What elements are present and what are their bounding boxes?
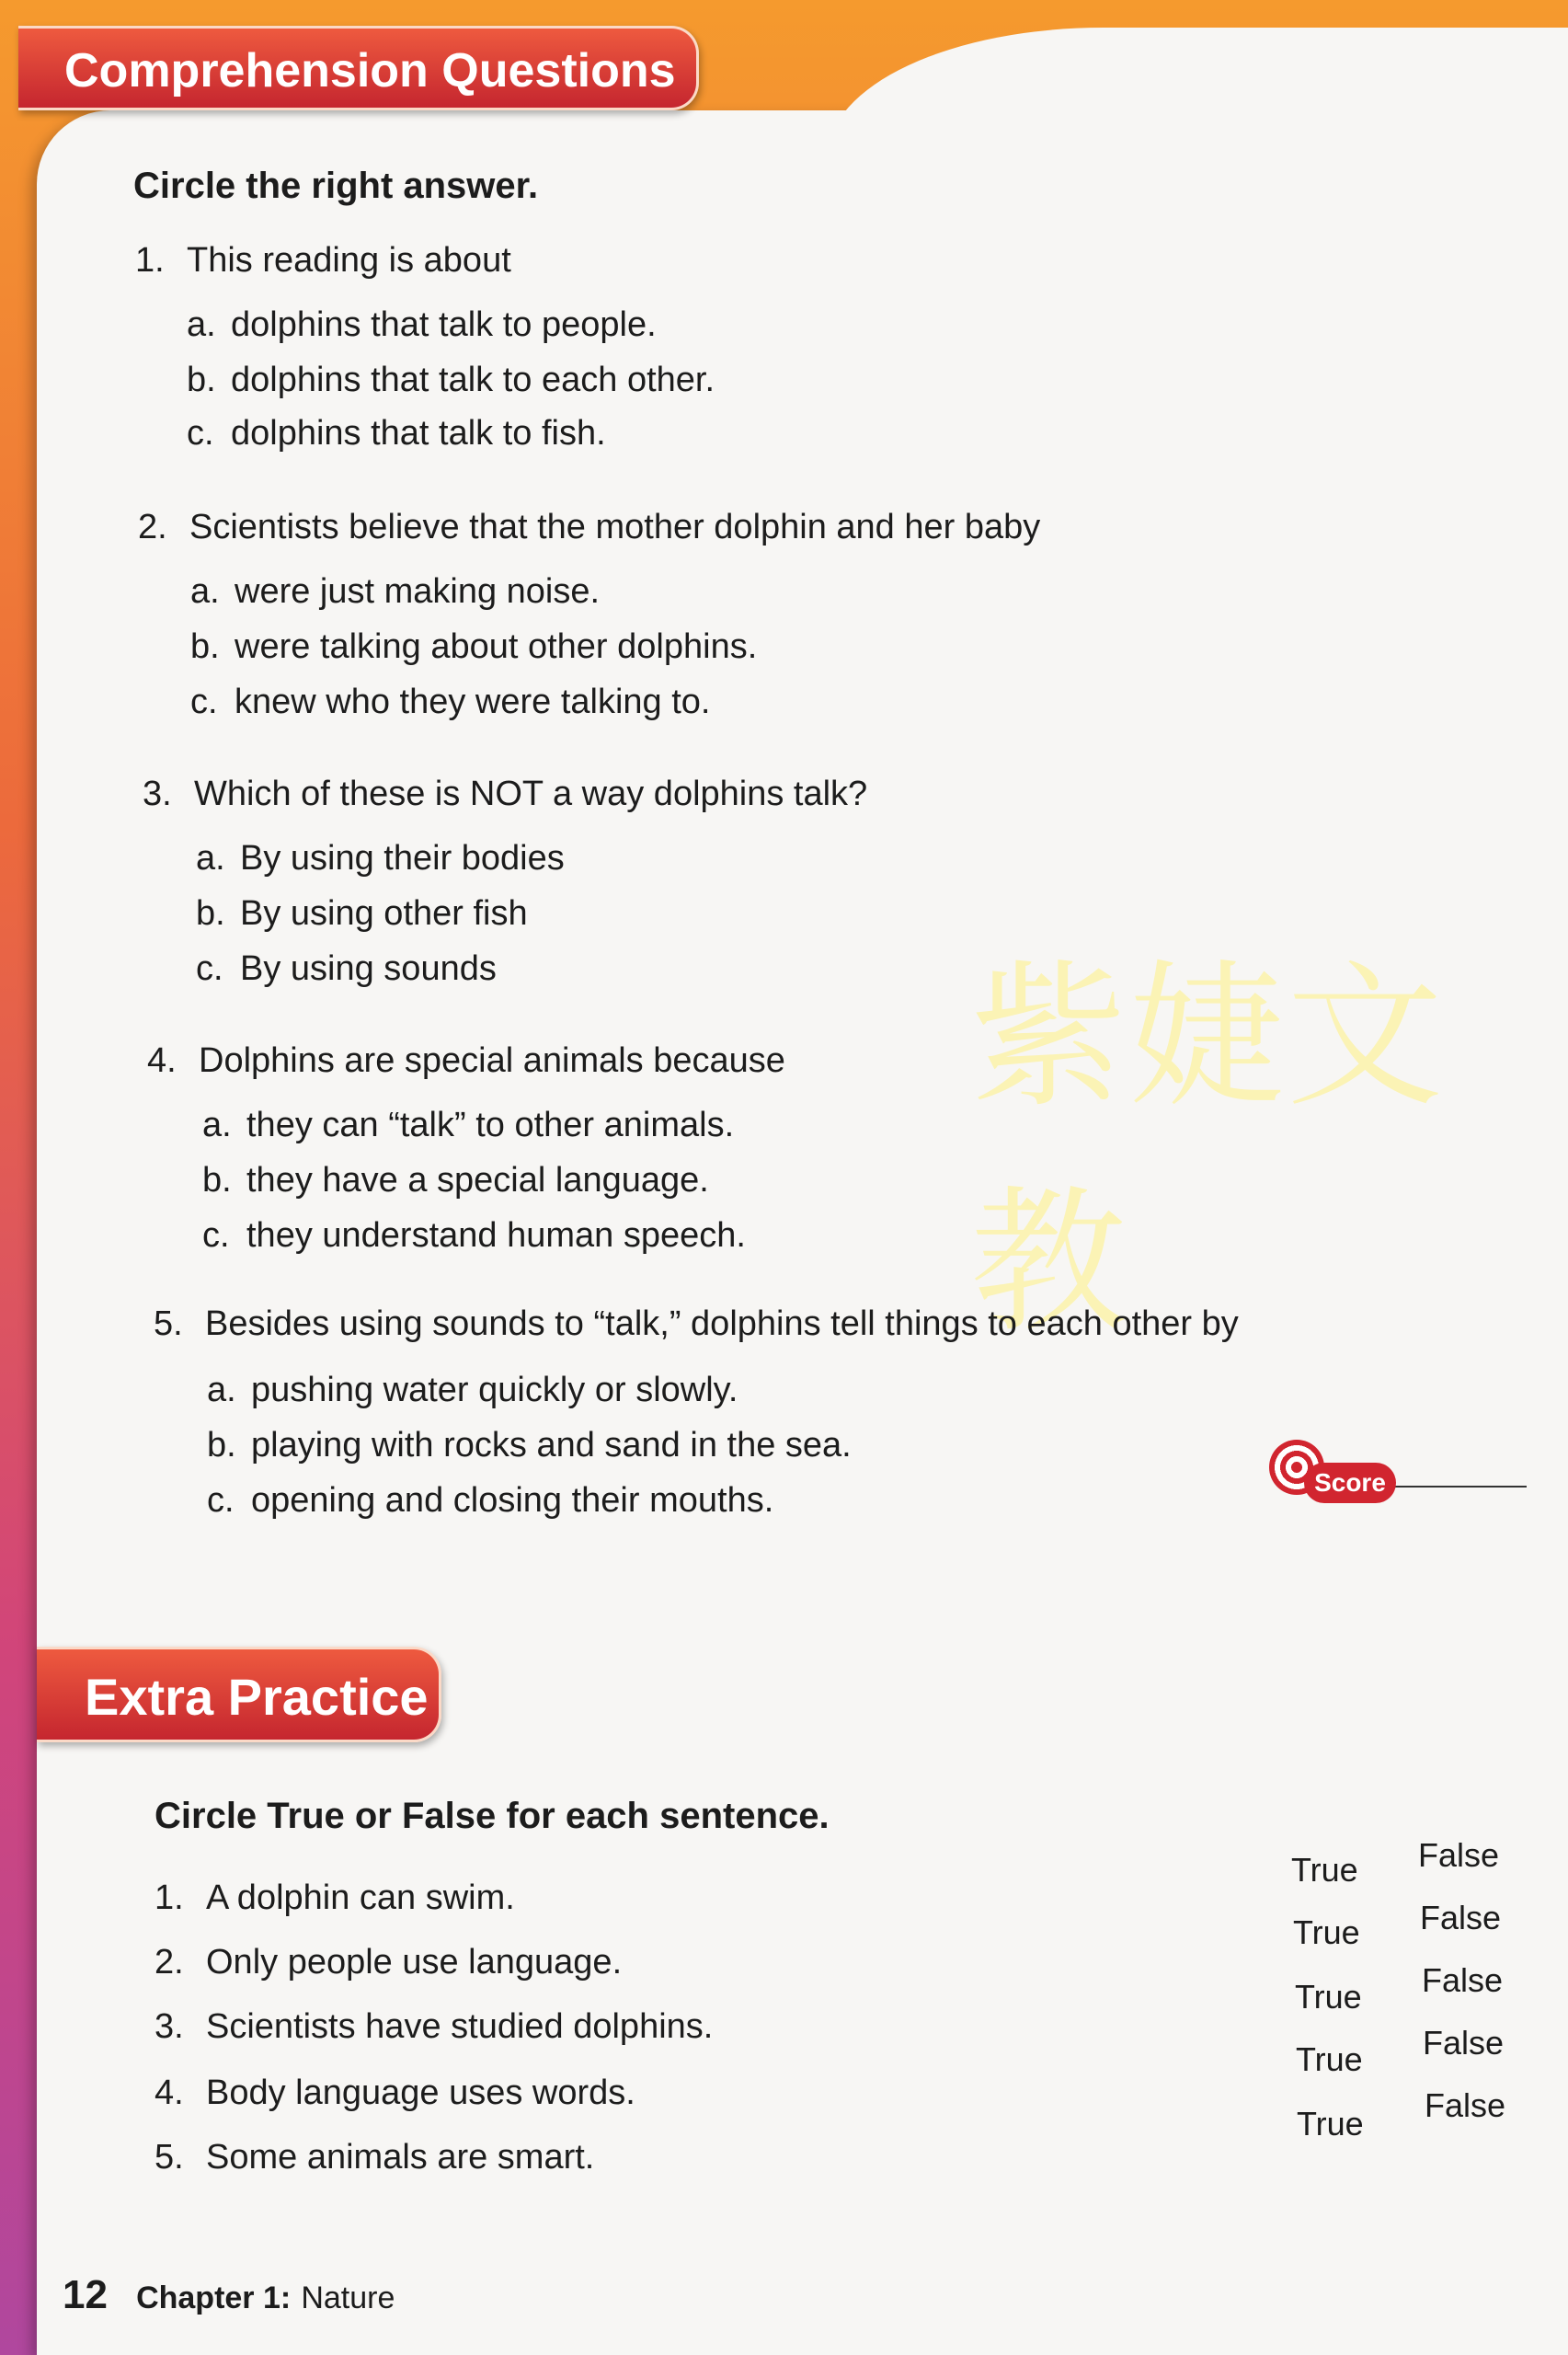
option-letter: a. xyxy=(187,305,216,344)
option-text: By using sounds xyxy=(240,949,497,988)
answer-option[interactable] xyxy=(190,572,600,612)
option-letter: b. xyxy=(202,1161,232,1200)
option-letter: c. xyxy=(190,683,218,721)
option-letter: a. xyxy=(207,1371,236,1409)
page-number: 12 xyxy=(63,2272,108,2317)
answer-option[interactable] xyxy=(207,1371,738,1410)
statement-text: Only people use language. xyxy=(206,1943,623,1982)
answer-option[interactable] xyxy=(202,1161,709,1200)
statement-number: 3. xyxy=(155,2007,184,2046)
question-number: 1. xyxy=(135,241,165,280)
question-number: 3. xyxy=(143,775,172,813)
false-option-1[interactable]: False xyxy=(1418,1836,1500,1874)
comprehension-instruction: Circle the right answer. xyxy=(133,166,539,206)
option-letter: a. xyxy=(196,839,225,878)
statement-text: A dolphin can swim. xyxy=(206,1878,515,1917)
option-text: By using their bodies xyxy=(240,839,565,878)
false-option-5[interactable]: False xyxy=(1425,2086,1506,2124)
statement-2 xyxy=(155,1943,622,1982)
option-letter: b. xyxy=(190,627,220,666)
option-text: opening and closing their mouths. xyxy=(251,1481,774,1520)
statement-number: 2. xyxy=(155,1943,184,1982)
true-option-4[interactable]: True xyxy=(1296,2040,1363,2078)
option-letter: b. xyxy=(207,1426,236,1465)
false-option-2[interactable]: False xyxy=(1420,1899,1502,1936)
answer-option[interactable] xyxy=(202,1216,746,1256)
option-text: pushing water quickly or slowly. xyxy=(251,1371,738,1409)
false-option-4[interactable]: False xyxy=(1423,2024,1505,2062)
score-label: Score xyxy=(1304,1463,1396,1503)
question-text: Which of these is NOT a way dolphins talk? xyxy=(194,775,868,813)
option-text: dolphins that talk to each other. xyxy=(231,361,715,399)
question-number: 5. xyxy=(154,1304,183,1343)
option-text: By using other fish xyxy=(240,894,528,933)
question-2 xyxy=(138,508,1040,547)
statement-text: Scientists have studied dolphins. xyxy=(206,2007,714,2046)
score-box xyxy=(1269,1430,1527,1499)
question-4 xyxy=(147,1041,785,1081)
statement-4 xyxy=(155,2074,635,2113)
option-letter: c. xyxy=(187,414,214,453)
option-letter: c. xyxy=(202,1216,230,1255)
answer-option[interactable] xyxy=(187,305,657,345)
question-1 xyxy=(135,241,511,281)
option-text: knew who they were talking to. xyxy=(235,683,711,721)
question-text: This reading is about xyxy=(187,241,511,280)
page-sheet-curve xyxy=(828,28,1568,175)
statement-text: Some animals are smart. xyxy=(206,2138,595,2177)
question-text: Dolphins are special animals because xyxy=(199,1041,785,1080)
answer-option[interactable] xyxy=(190,627,757,667)
false-option-3[interactable]: False xyxy=(1422,1961,1504,1999)
extra-instruction: Circle True or False for each sentence. xyxy=(155,1796,830,1836)
question-number: 2. xyxy=(138,508,167,546)
true-option-3[interactable]: True xyxy=(1295,1978,1362,2016)
statement-1 xyxy=(155,1878,515,1918)
true-option-5[interactable]: True xyxy=(1297,2105,1364,2142)
option-text: they have a special language. xyxy=(246,1161,709,1200)
chapter-topic: Nature xyxy=(301,2280,395,2315)
statement-3 xyxy=(155,2007,713,2047)
option-text: playing with rocks and sand in the sea. xyxy=(251,1426,852,1465)
comprehension-banner: Comprehension Questions xyxy=(18,26,699,110)
statement-5 xyxy=(155,2138,594,2177)
option-letter: c. xyxy=(207,1481,235,1520)
statement-number: 1. xyxy=(155,1878,184,1917)
true-option-1[interactable]: True xyxy=(1291,1851,1358,1889)
option-text: they can “talk” to other animals. xyxy=(246,1106,735,1144)
answer-option[interactable] xyxy=(196,839,565,879)
option-text: dolphins that talk to fish. xyxy=(231,414,606,453)
option-text: were just making noise. xyxy=(235,572,601,611)
watermark-text: 紫婕文教 xyxy=(970,947,1446,1354)
statement-number: 5. xyxy=(155,2138,184,2177)
answer-option[interactable] xyxy=(202,1106,734,1145)
chapter-label: Chapter 1: xyxy=(136,2280,292,2315)
statement-number: 4. xyxy=(155,2074,184,2112)
answer-option[interactable] xyxy=(196,894,528,934)
option-letter: c. xyxy=(196,949,223,988)
answer-option[interactable] xyxy=(190,683,711,722)
option-text: they understand human speech. xyxy=(246,1216,746,1255)
option-letter: a. xyxy=(190,572,220,611)
true-option-2[interactable]: True xyxy=(1293,1913,1360,1951)
answer-option[interactable] xyxy=(207,1481,773,1521)
question-text: Scientists believe that the mother dolphin and her baby xyxy=(189,508,1041,546)
option-letter: b. xyxy=(187,361,216,399)
answer-option[interactable] xyxy=(196,949,497,989)
answer-option[interactable] xyxy=(187,414,606,454)
question-3 xyxy=(143,775,867,814)
option-letter: a. xyxy=(202,1106,232,1144)
answer-option[interactable] xyxy=(187,361,715,400)
answer-option[interactable] xyxy=(207,1426,852,1465)
page-footer xyxy=(63,2272,395,2318)
extra-practice-banner: Extra Practice xyxy=(37,1647,441,1742)
question-5 xyxy=(154,1304,1239,1344)
option-text: were talking about other dolphins. xyxy=(235,627,758,666)
option-text: dolphins that talk to people. xyxy=(231,305,657,344)
option-letter: b. xyxy=(196,894,225,933)
statement-text: Body language uses words. xyxy=(206,2074,635,2112)
question-text: Besides using sounds to “talk,” dolphins tell things to each other by xyxy=(205,1304,1239,1343)
question-number: 4. xyxy=(147,1041,177,1080)
